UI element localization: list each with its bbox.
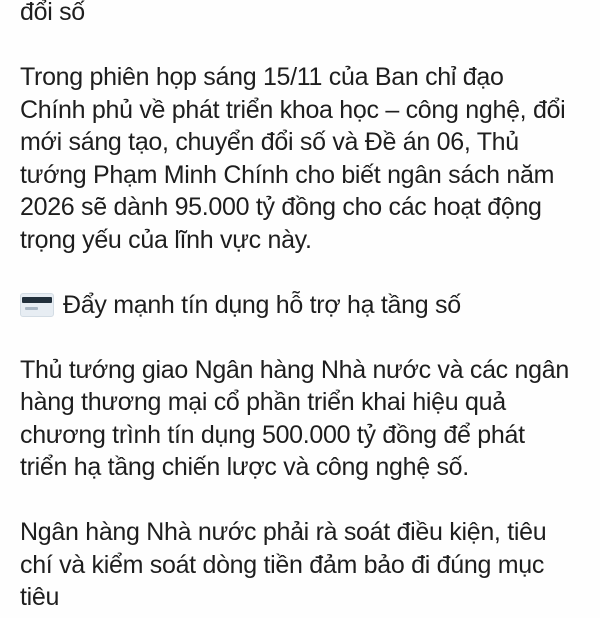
paragraph-line: hàng thương mại cổ phần triển khai hiệu quả [20, 388, 506, 416]
credit-card-detail [25, 307, 38, 310]
paragraph-continuation [20, 0, 586, 29]
paragraph-credit-program [20, 354, 586, 484]
paragraph-review [20, 516, 586, 614]
paragraph-line: tiêu [20, 583, 60, 611]
paragraph-line: triển hạ tầng chiến lược và công nghệ số. [20, 453, 469, 481]
paragraph-line: tướng Phạm Minh Chính cho biết ngân sách năm [20, 160, 555, 189]
paragraph-budget [20, 61, 586, 256]
paragraph-line: 2026 sẽ dành 95.000 tỷ đồng cho các hoạt động [20, 193, 542, 221]
paragraph-line: chương trình tín dụng 500.000 tỷ đồng để phát [20, 420, 525, 449]
paragraph-line: Chính phủ về phát triển khoa học – công nghệ, đổi [20, 95, 566, 124]
paragraph-line: Trong phiên họp sáng 15/11 của Ban chỉ đạo [20, 63, 504, 91]
credit-card-icon [20, 293, 54, 317]
section-heading-text: Đẩy mạnh tín dụng hỗ trợ hạ tầng số [63, 290, 461, 319]
paragraph-line: mới sáng tạo, chuyển đổi số và Đề án 06, Thủ [20, 128, 519, 156]
paragraph-line: chí và kiểm soát dòng tiền đảm bảo đi đúng mục [20, 550, 545, 579]
section-heading [20, 289, 586, 322]
paragraph-line: trọng yếu của lĩnh vực này. [20, 225, 312, 254]
paragraph-line: Ngân hàng Nhà nước phải rà soát điều kiện, tiêu [20, 518, 547, 546]
paragraph-line: Thủ tướng giao Ngân hàng Nhà nước và các ngân [20, 355, 569, 384]
credit-card-stripe [22, 297, 52, 303]
paragraph-line: đổi số [20, 0, 85, 26]
